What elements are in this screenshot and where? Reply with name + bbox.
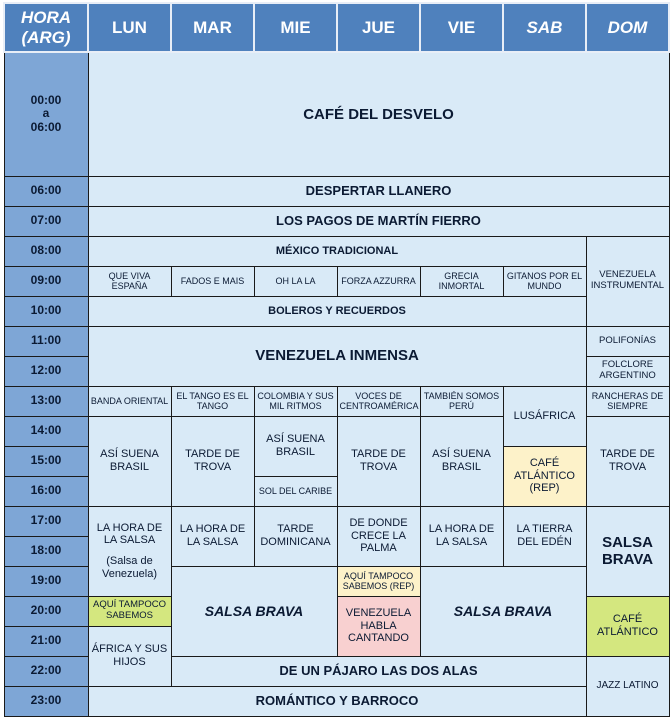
time-cell: 21:00 <box>4 626 88 656</box>
program-tambien-somos-peru: TAMBIÉN SOMOS PERÚ <box>420 386 503 416</box>
program-subtitle: (Salsa de Venezuela) <box>101 555 158 580</box>
program-tarde-de-trova-mar: TARDE DE TROVA <box>171 416 254 506</box>
time-cell: 08:00 <box>4 236 88 266</box>
row-1700 <box>4 506 669 536</box>
day-header-sab: SAB <box>503 3 586 52</box>
time-cell: 11:00 <box>4 326 88 356</box>
program-romantico-y-barroco: ROMÁNTICO Y BARROCO <box>88 686 586 716</box>
program-venezuela-habla-cantando: VENEZUELA HABLA CANTANDO <box>337 596 420 656</box>
program-tarde-de-trova-jue: TARDE DE TROVA <box>337 416 420 506</box>
row-1000 <box>4 296 669 326</box>
program-que-viva-espana: QUE VIVA ESPAÑA <box>88 266 171 296</box>
time-cell <box>4 52 88 176</box>
program-salsa-brava-dom: SALSA BRAVA <box>586 506 669 596</box>
time-cell: 16:00 <box>4 476 88 506</box>
time-cell: 22:00 <box>4 656 88 686</box>
program-el-tango: EL TANGO ES EL TANGO <box>171 386 254 416</box>
program-tarde-de-trova-dom: TARDE DE TROVA <box>586 416 669 506</box>
program-africa-y-sus-hijos: ÁFRICA Y SUS HIJOS <box>88 626 171 686</box>
program-rancheras: RANCHERAS DE SIEMPRE <box>586 386 669 416</box>
program-folclore-argentino: FOLCLORE ARGENTINO <box>586 356 669 386</box>
time-cell: 10:00 <box>4 296 88 326</box>
program-gitanos-por-el-mundo: GITANOS POR EL MUNDO <box>503 266 586 296</box>
row-0000 <box>4 52 669 176</box>
day-header-mie: MIE <box>254 3 337 52</box>
program-title: LA HORA DE LA SALSA <box>96 521 163 547</box>
program-mexico-tradicional: MÉXICO TRADICIONAL <box>88 236 586 266</box>
time-cell: 06:00 <box>4 176 88 206</box>
time-label: 06:00 <box>30 120 62 135</box>
time-cell: 07:00 <box>4 206 88 236</box>
program-colombia: COLOMBIA Y SUS MIL RITMOS <box>254 386 337 416</box>
time-cell: 14:00 <box>4 416 88 446</box>
time-cell: 13:00 <box>4 386 88 416</box>
row-2300 <box>4 686 669 716</box>
row-1300 <box>4 386 669 416</box>
program-cafe-atlantico-rep: CAFÉ ATLÁNTICO (REP) <box>503 446 586 506</box>
program-asi-suena-brasil-lun: ASÍ SUENA BRASIL <box>88 416 171 506</box>
time-cell: 15:00 <box>4 446 88 476</box>
time-cell: 23:00 <box>4 686 88 716</box>
program-oh-la-la: OH LA LA <box>254 266 337 296</box>
program-cafe-atlantico: CAFÉ ATLÁNTICO <box>586 596 669 656</box>
program-tarde-dominicana: TARDE DOMINICANA <box>254 506 337 566</box>
program-venezuela-inmensa: VENEZUELA INMENSA <box>88 326 586 386</box>
program-boleros-y-recuerdos: BOLEROS Y RECUERDOS <box>88 296 586 326</box>
program-banda-oriental: BANDA ORIENTAL <box>88 386 171 416</box>
hora-sub-label: (ARG) <box>21 27 71 47</box>
row-0900 <box>4 266 669 296</box>
program-de-un-pajaro: DE UN PÁJARO LAS DOS ALAS <box>171 656 586 686</box>
row-0700 <box>4 206 669 236</box>
program-forza-azzurra: FORZA AZZURRA <box>337 266 420 296</box>
program-cafe-del-desvelo: CAFÉ DEL DESVELO <box>88 52 669 176</box>
time-cell: 19:00 <box>4 566 88 596</box>
program-fados-e-mais: FADOS E MAIS <box>171 266 254 296</box>
program-salsa-brava-2: SALSA BRAVA <box>420 566 586 656</box>
hora-label: HORA <box>20 7 72 27</box>
program-los-pagos: LOS PAGOS DE MARTÍN FIERRO <box>88 206 669 236</box>
program-despertar-llanero: DESPERTAR LLANERO <box>88 176 669 206</box>
program-grecia-inmortal: GRECIA INMORTAL <box>420 266 503 296</box>
program-la-hora-de-la-salsa-vie: LA HORA DE LA SALSA <box>420 506 503 566</box>
schedule-grid <box>3 2 670 717</box>
program-la-hora-de-la-salsa-mar: LA HORA DE LA SALSA <box>171 506 254 566</box>
program-de-donde-crece-la-palma: DE DONDE CRECE LA PALMA <box>337 506 420 566</box>
program-asi-suena-brasil-vie: ASÍ SUENA BRASIL <box>420 416 503 506</box>
day-header-mar: MAR <box>171 3 254 52</box>
time-label: a <box>42 106 50 121</box>
program-sol-del-caribe: SOL DEL CARIBE <box>254 476 337 506</box>
row-0800 <box>4 236 669 266</box>
program-aqui-tampoco-sabemos-rep: AQUÍ TAMPOCO SABEMOS (REP) <box>337 566 420 596</box>
time-cell: 20:00 <box>4 596 88 626</box>
time-cell: 12:00 <box>4 356 88 386</box>
program-aqui-tampoco-sabemos: AQUÍ TAMPOCO SABEMOS <box>88 596 171 626</box>
day-header-vie: VIE <box>420 3 503 52</box>
time-label: 00:00 <box>30 92 62 107</box>
day-header-jue: JUE <box>337 3 420 52</box>
row-1100 <box>4 326 669 356</box>
time-cell: 09:00 <box>4 266 88 296</box>
program-lusafrica: LUSÁFRICA <box>503 386 586 446</box>
row-0600 <box>4 176 669 206</box>
program-asi-suena-brasil-mie: ASÍ SUENA BRASIL <box>254 416 337 476</box>
program-jazz-latino: JAZZ LATINO <box>586 656 669 716</box>
program-venezuela-instrumental: VENEZUELA INSTRUMENTAL <box>586 236 669 326</box>
program-la-tierra-del-eden: LA TIERRA DEL EDÉN <box>503 506 586 566</box>
time-cell: 17:00 <box>4 506 88 536</box>
hora-header <box>4 3 88 52</box>
program-polifonias: POLIFONÍAS <box>586 326 669 356</box>
program-voces-centroamerica: VOCES DE CENTROAMÉRICA <box>337 386 420 416</box>
header-row <box>4 3 669 52</box>
program-salsa-brava-1: SALSA BRAVA <box>171 566 337 656</box>
day-header-dom: DOM <box>586 3 669 52</box>
program-la-hora-de-la-salsa-lun <box>88 506 171 596</box>
time-cell: 18:00 <box>4 536 88 566</box>
day-header-lun: LUN <box>88 3 171 52</box>
